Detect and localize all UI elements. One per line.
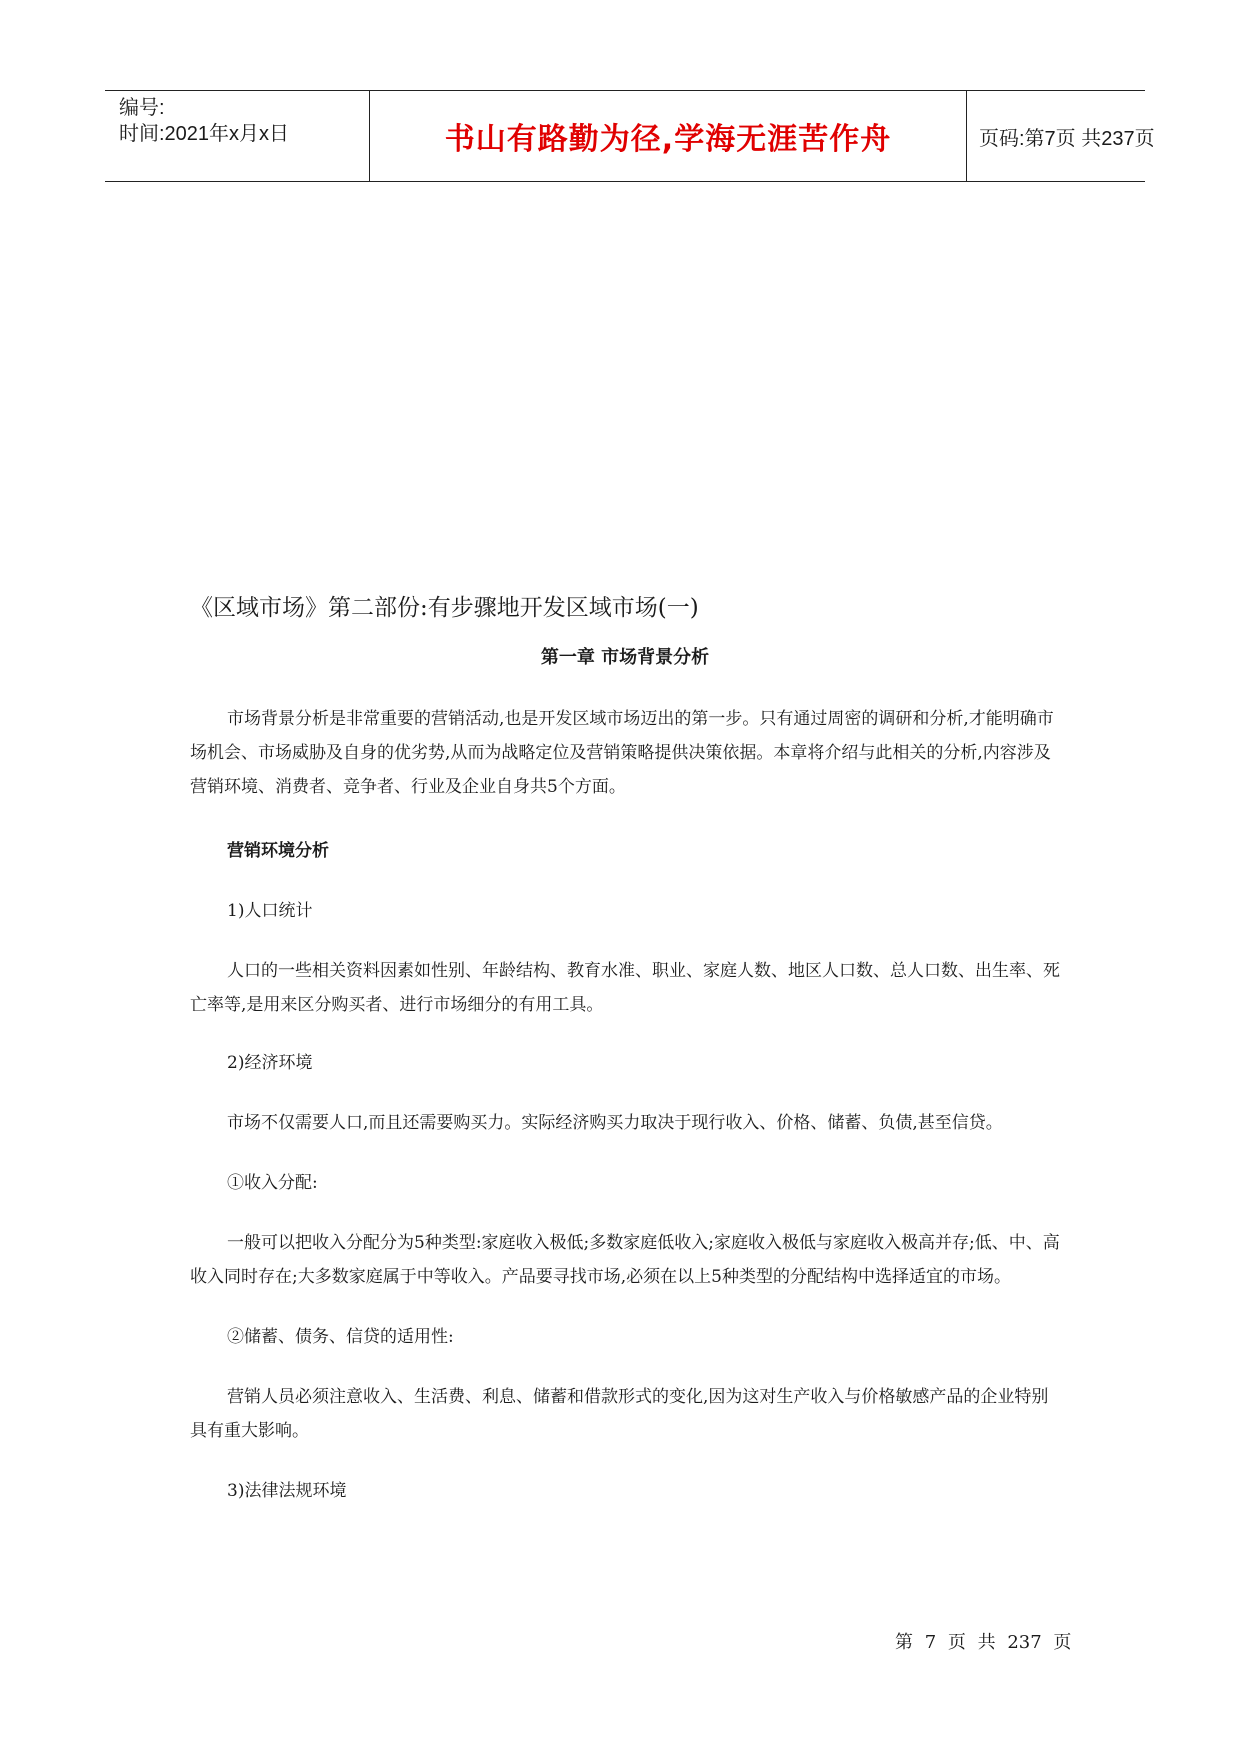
section-2-text: 市场不仅需要人口,而且还需要购买力。实际经济购买力取决于现行收入、价格、储蓄、负债,甚至信贷。	[227, 1113, 1003, 1133]
document-title: 《区域市场》第二部份:有步骤地开发区域市场(一)	[190, 595, 699, 621]
motto-text: 书山有路勤为径,学海无涯苦作舟	[444, 122, 892, 157]
subsection-2-label: ②储蓄、债务、信贷的适用性:	[227, 1327, 454, 1347]
intro-paragraph: 市场背景分析是非常重要的营销活动,也是开发区域市场迈出的第一步。只有通过周密的调研和分析,才能明确市场机会、市场威胁及自身的优劣势,从而为战略定位及营销策略提供决策依据。本章将介绍与此相关的分析,内容涉及营销环境、消费者、竞争者、行业及企业自身共5个方面。	[190, 709, 1054, 797]
header-motto-cell	[370, 91, 967, 181]
chapter-heading: 第一章 市场背景分析	[540, 647, 710, 668]
subsection-1-label: ①收入分配:	[227, 1173, 318, 1193]
serial-label: 编号:	[119, 97, 165, 119]
section-2-label: 2)经济环境	[227, 1053, 313, 1073]
time-label: 时间:2021年x月x日	[119, 123, 290, 145]
section-heading: 营销环境分析	[227, 841, 329, 861]
subsection-2-text: 营销人员必须注意收入、生活费、利息、储蓄和借款形式的变化,因为这对生产收入与价格敏感产品的企业特别具有重大影响。	[190, 1387, 1049, 1441]
header-page-cell	[967, 91, 1155, 181]
section-1-text: 人口的一些相关资料因素如性别、年龄结构、教育水准、职业、家庭人数、地区人口数、总人口数、出生率、死亡率等,是用来区分购买者、进行市场细分的有用工具。	[190, 961, 1060, 1015]
section-3-label: 3)法律法规环境	[227, 1481, 347, 1501]
subsection-1-text: 一般可以把收入分配分为5种类型:家庭收入极低;多数家庭低收入;家庭收入极低与家庭收入极高并存;低、中、高收入同时存在;大多数家庭属于中等收入。产品要寻找市场,必须在以上5种类型的分配结构中选择适宜的市场。	[190, 1233, 1060, 1287]
header-meta-cell	[105, 91, 370, 181]
page-header	[105, 90, 1155, 182]
document-body	[190, 586, 1060, 1508]
page-code: 页码:第7页 共237页	[979, 127, 1155, 150]
page-footer: 第 7 页 共 237 页	[895, 1632, 1072, 1653]
section-1-label: 1)人口统计	[227, 901, 313, 921]
